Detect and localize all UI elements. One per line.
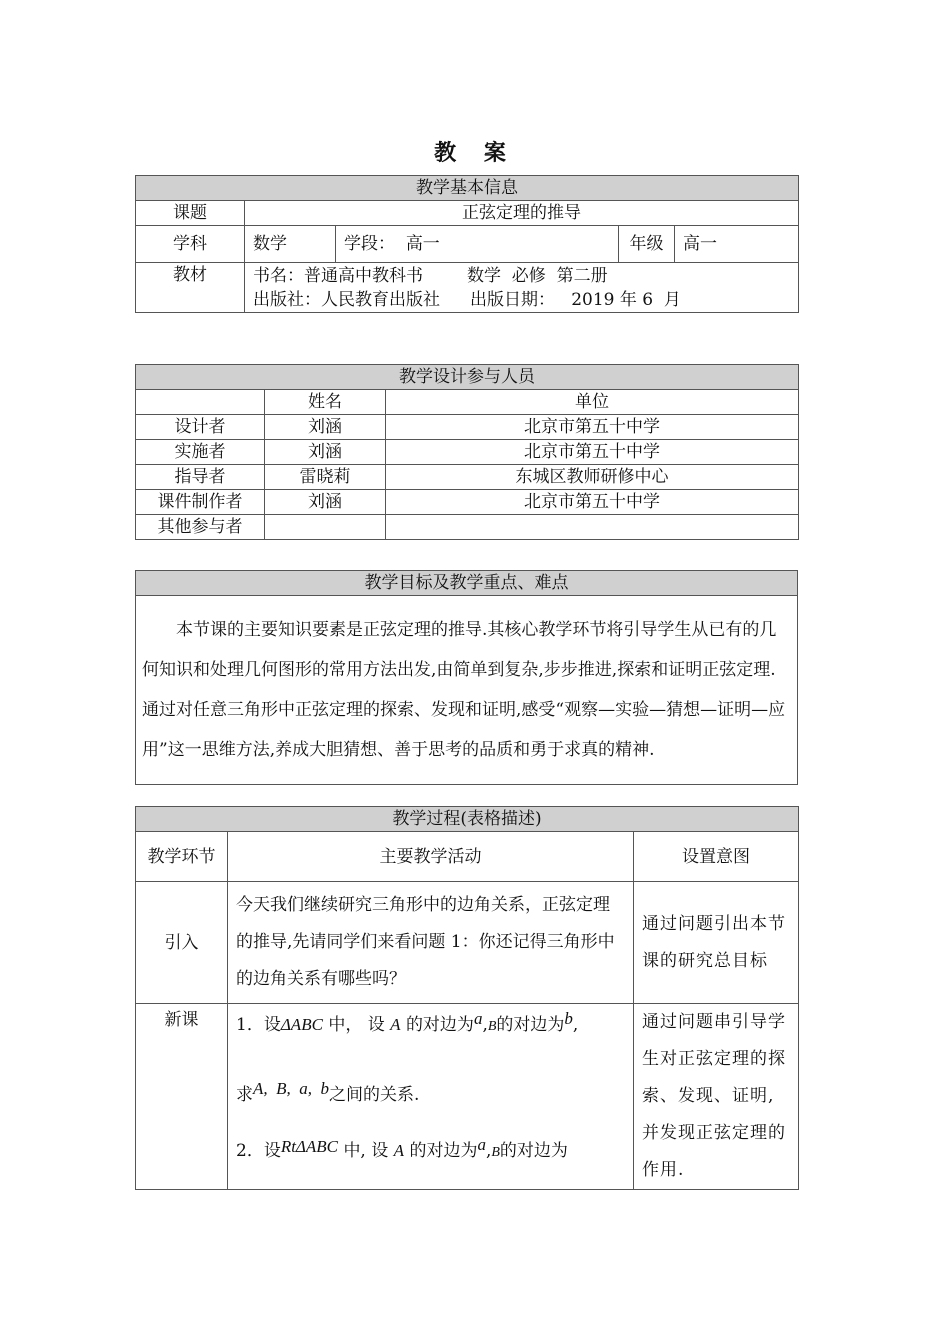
publisher-label: 出版社： xyxy=(253,289,321,310)
q1-opposite-2: 的对边为 xyxy=(496,1015,565,1035)
goals-table xyxy=(135,570,798,785)
staff-name xyxy=(265,515,386,540)
textbook-info xyxy=(245,263,799,313)
table-row xyxy=(136,415,799,440)
q2-side-a: a xyxy=(477,1135,486,1154)
q2-angle-a: A xyxy=(393,1141,405,1160)
staff-role: 课件制作者 xyxy=(136,490,265,515)
subject-value: 数学 xyxy=(245,226,336,263)
table-row xyxy=(136,490,799,515)
staff-name: 雷晓莉 xyxy=(265,465,386,490)
process-col-intent: 设置意图 xyxy=(634,832,799,882)
q1-angle-a: A xyxy=(390,1015,401,1034)
newlesson-activity xyxy=(228,1004,634,1190)
book-name: 普通高中教科书 xyxy=(304,265,423,286)
textbook-line-1 xyxy=(253,264,790,288)
q1-angle-b: B xyxy=(487,1019,497,1034)
staff-name: 刘涵 xyxy=(265,490,386,515)
process-col-stage: 教学环节 xyxy=(136,832,228,882)
document-title: 教 案 xyxy=(434,140,516,166)
book-label: 书名： xyxy=(253,265,304,286)
textbook-line-2 xyxy=(253,288,790,312)
staff-role: 指导者 xyxy=(136,465,265,490)
q1-side-b: b xyxy=(564,1009,573,1028)
q1-variables: A, B, a, b xyxy=(253,1079,330,1098)
date-label: 出版日期： xyxy=(470,289,555,310)
goals-header: 教学目标及教学重点、难点 xyxy=(136,571,798,596)
process-col-activity: 主要教学活动 xyxy=(228,832,634,882)
table-row xyxy=(136,515,799,540)
staff-unit xyxy=(386,515,799,540)
staff-role: 其他参与者 xyxy=(136,515,265,540)
staff-corner-cell xyxy=(136,390,265,415)
staff-col-name: 姓名 xyxy=(265,390,386,415)
process-header: 教学过程(表格描述) xyxy=(136,807,799,832)
publisher-name: 人民教育出版社 xyxy=(321,289,440,310)
q1-opposite-1: 的对边为 xyxy=(405,1015,474,1035)
staff-header: 教学设计参与人员 xyxy=(136,365,799,390)
staff-unit: 北京市第五十中学 xyxy=(386,440,799,465)
staff-name: 刘涵 xyxy=(265,415,386,440)
staff-name: 刘涵 xyxy=(265,440,386,465)
staff-col-unit: 单位 xyxy=(386,390,799,415)
staff-unit: 东城区教师研修中心 xyxy=(386,465,799,490)
q1-end-comma: , xyxy=(572,1015,579,1035)
question-2-line-1 xyxy=(236,1136,625,1168)
q1-comma: , xyxy=(482,1015,488,1035)
book-series: 数学 必修 第二册 xyxy=(467,265,608,286)
table-row xyxy=(136,882,799,1004)
table-row xyxy=(136,1004,799,1190)
publish-date: 2019 年 6 月 xyxy=(571,289,681,310)
q1-side-a: a xyxy=(473,1009,483,1028)
staff-role: 实施者 xyxy=(136,440,265,465)
intro-activity: 今天我们继续研究三角形中的边角关系，正弦定理的推导,先请同学们来看问题 1：你还记得三角形中的边角关系有哪些吗？ xyxy=(228,882,634,1004)
intro-intent: 通过问题引出本节课的研究总目标 xyxy=(634,882,799,1004)
stage-cell xyxy=(336,226,619,263)
topic-label: 课题 xyxy=(136,201,245,226)
q1-relation-text: 之间的关系. xyxy=(329,1085,420,1105)
q2-text-mid: 中, 设 xyxy=(343,1141,389,1161)
staff-role: 设计者 xyxy=(136,415,265,440)
topic-value: 正弦定理的推导 xyxy=(245,201,799,226)
newlesson-stage: 新课 xyxy=(136,1004,228,1190)
q2-number: 2．设 xyxy=(236,1141,281,1161)
q2-triangle: RtΔABC xyxy=(280,1137,339,1156)
newlesson-intent: 通过问题串引导学生对正弦定理的探索、发现、证明,并发现正弦定理的作用. xyxy=(634,1004,799,1190)
staff-unit: 北京市第五十中学 xyxy=(386,490,799,515)
q2-comma: , xyxy=(485,1141,492,1161)
textbook-label: 教材 xyxy=(136,263,245,313)
intro-stage: 引入 xyxy=(136,882,228,1004)
subject-label: 学科 xyxy=(136,226,245,263)
table-row xyxy=(136,440,799,465)
q2-opposite-2: 的对边为 xyxy=(499,1141,568,1161)
staff-unit: 北京市第五十中学 xyxy=(386,415,799,440)
question-1-line-2 xyxy=(236,1080,625,1110)
stage-value: 高一 xyxy=(405,234,440,254)
stage-label: 学段： xyxy=(344,234,395,254)
q1-text-mid: 中， 设 xyxy=(328,1015,385,1035)
basic-info-header: 教学基本信息 xyxy=(136,176,799,201)
q2-opposite-1: 的对边为 xyxy=(409,1141,478,1161)
table-row xyxy=(136,465,799,490)
goals-text: 本节课的主要知识要素是正弦定理的推导.其核心教学环节将引导学生从已有的几何知识和处理几何图形的常用方法出发,由简单到复杂,步步推进,探索和证明正弦定理.通过对任意三角形中正弦定理的探索、发现和证明,感受“观察—实验—猜想—证明—应用”这一思维方法,养成大胆猜想、善于思考的品质和勇于求真的精神. xyxy=(136,596,798,785)
q1-number: 1．设 xyxy=(236,1015,281,1035)
q1-triangle: ΔABC xyxy=(280,1015,323,1034)
q1-ask: 求 xyxy=(236,1085,253,1105)
question-1-line-1 xyxy=(236,1010,625,1042)
staff-table xyxy=(135,364,799,540)
process-table xyxy=(135,806,799,1190)
basic-info-table xyxy=(135,175,799,313)
q2-angle-b: B xyxy=(491,1145,500,1160)
grade-label: 年级 xyxy=(619,226,675,263)
grade-value: 高一 xyxy=(675,226,799,263)
